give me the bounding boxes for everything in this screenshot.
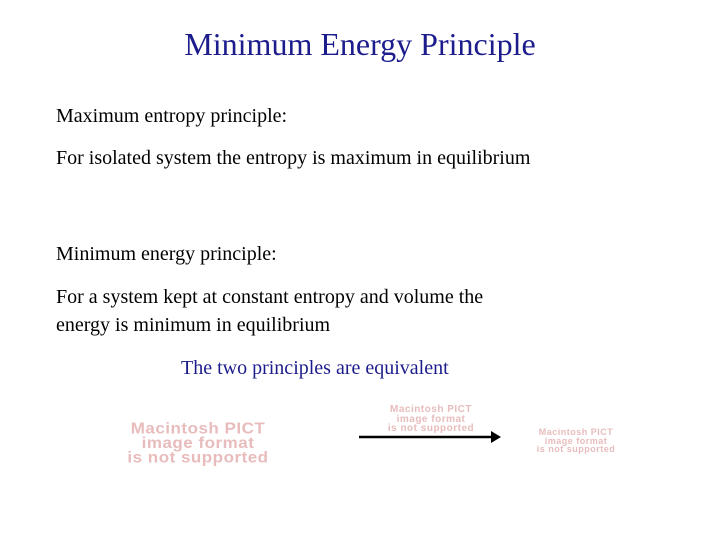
placeholder-line: image format (396, 413, 466, 425)
min-energy-heading: Minimum energy principle: (56, 243, 277, 265)
right-arrow-icon (357, 425, 502, 449)
placeholder-line: image format (544, 435, 608, 446)
placeholder-line: is not supported (536, 444, 616, 455)
placeholder-line: is not supported (387, 423, 475, 434)
placeholder-line: Macintosh PICT (130, 420, 266, 438)
placeholder-line: image format (141, 434, 255, 452)
placeholder-line: Macintosh PICT (538, 427, 614, 437)
slide-title: Minimum Energy Principle (184, 26, 536, 62)
equivalence-statement: The two principles are equivalent (181, 357, 449, 379)
min-energy-statement-line2: energy is minimum in equilibrium (56, 314, 331, 336)
min-energy-statement-line1: For a system kept at constant entropy and volume the (56, 286, 484, 308)
image-placeholder-left (56, 422, 340, 466)
placeholder-line: is not supported (127, 449, 269, 467)
placeholder-line: Macintosh PICT (389, 404, 472, 415)
image-placeholder-right (520, 428, 632, 454)
max-entropy-statement: For isolated system the entropy is maximum in equilibrium (56, 147, 531, 169)
max-entropy-heading: Maximum entropy principle: (56, 105, 288, 127)
